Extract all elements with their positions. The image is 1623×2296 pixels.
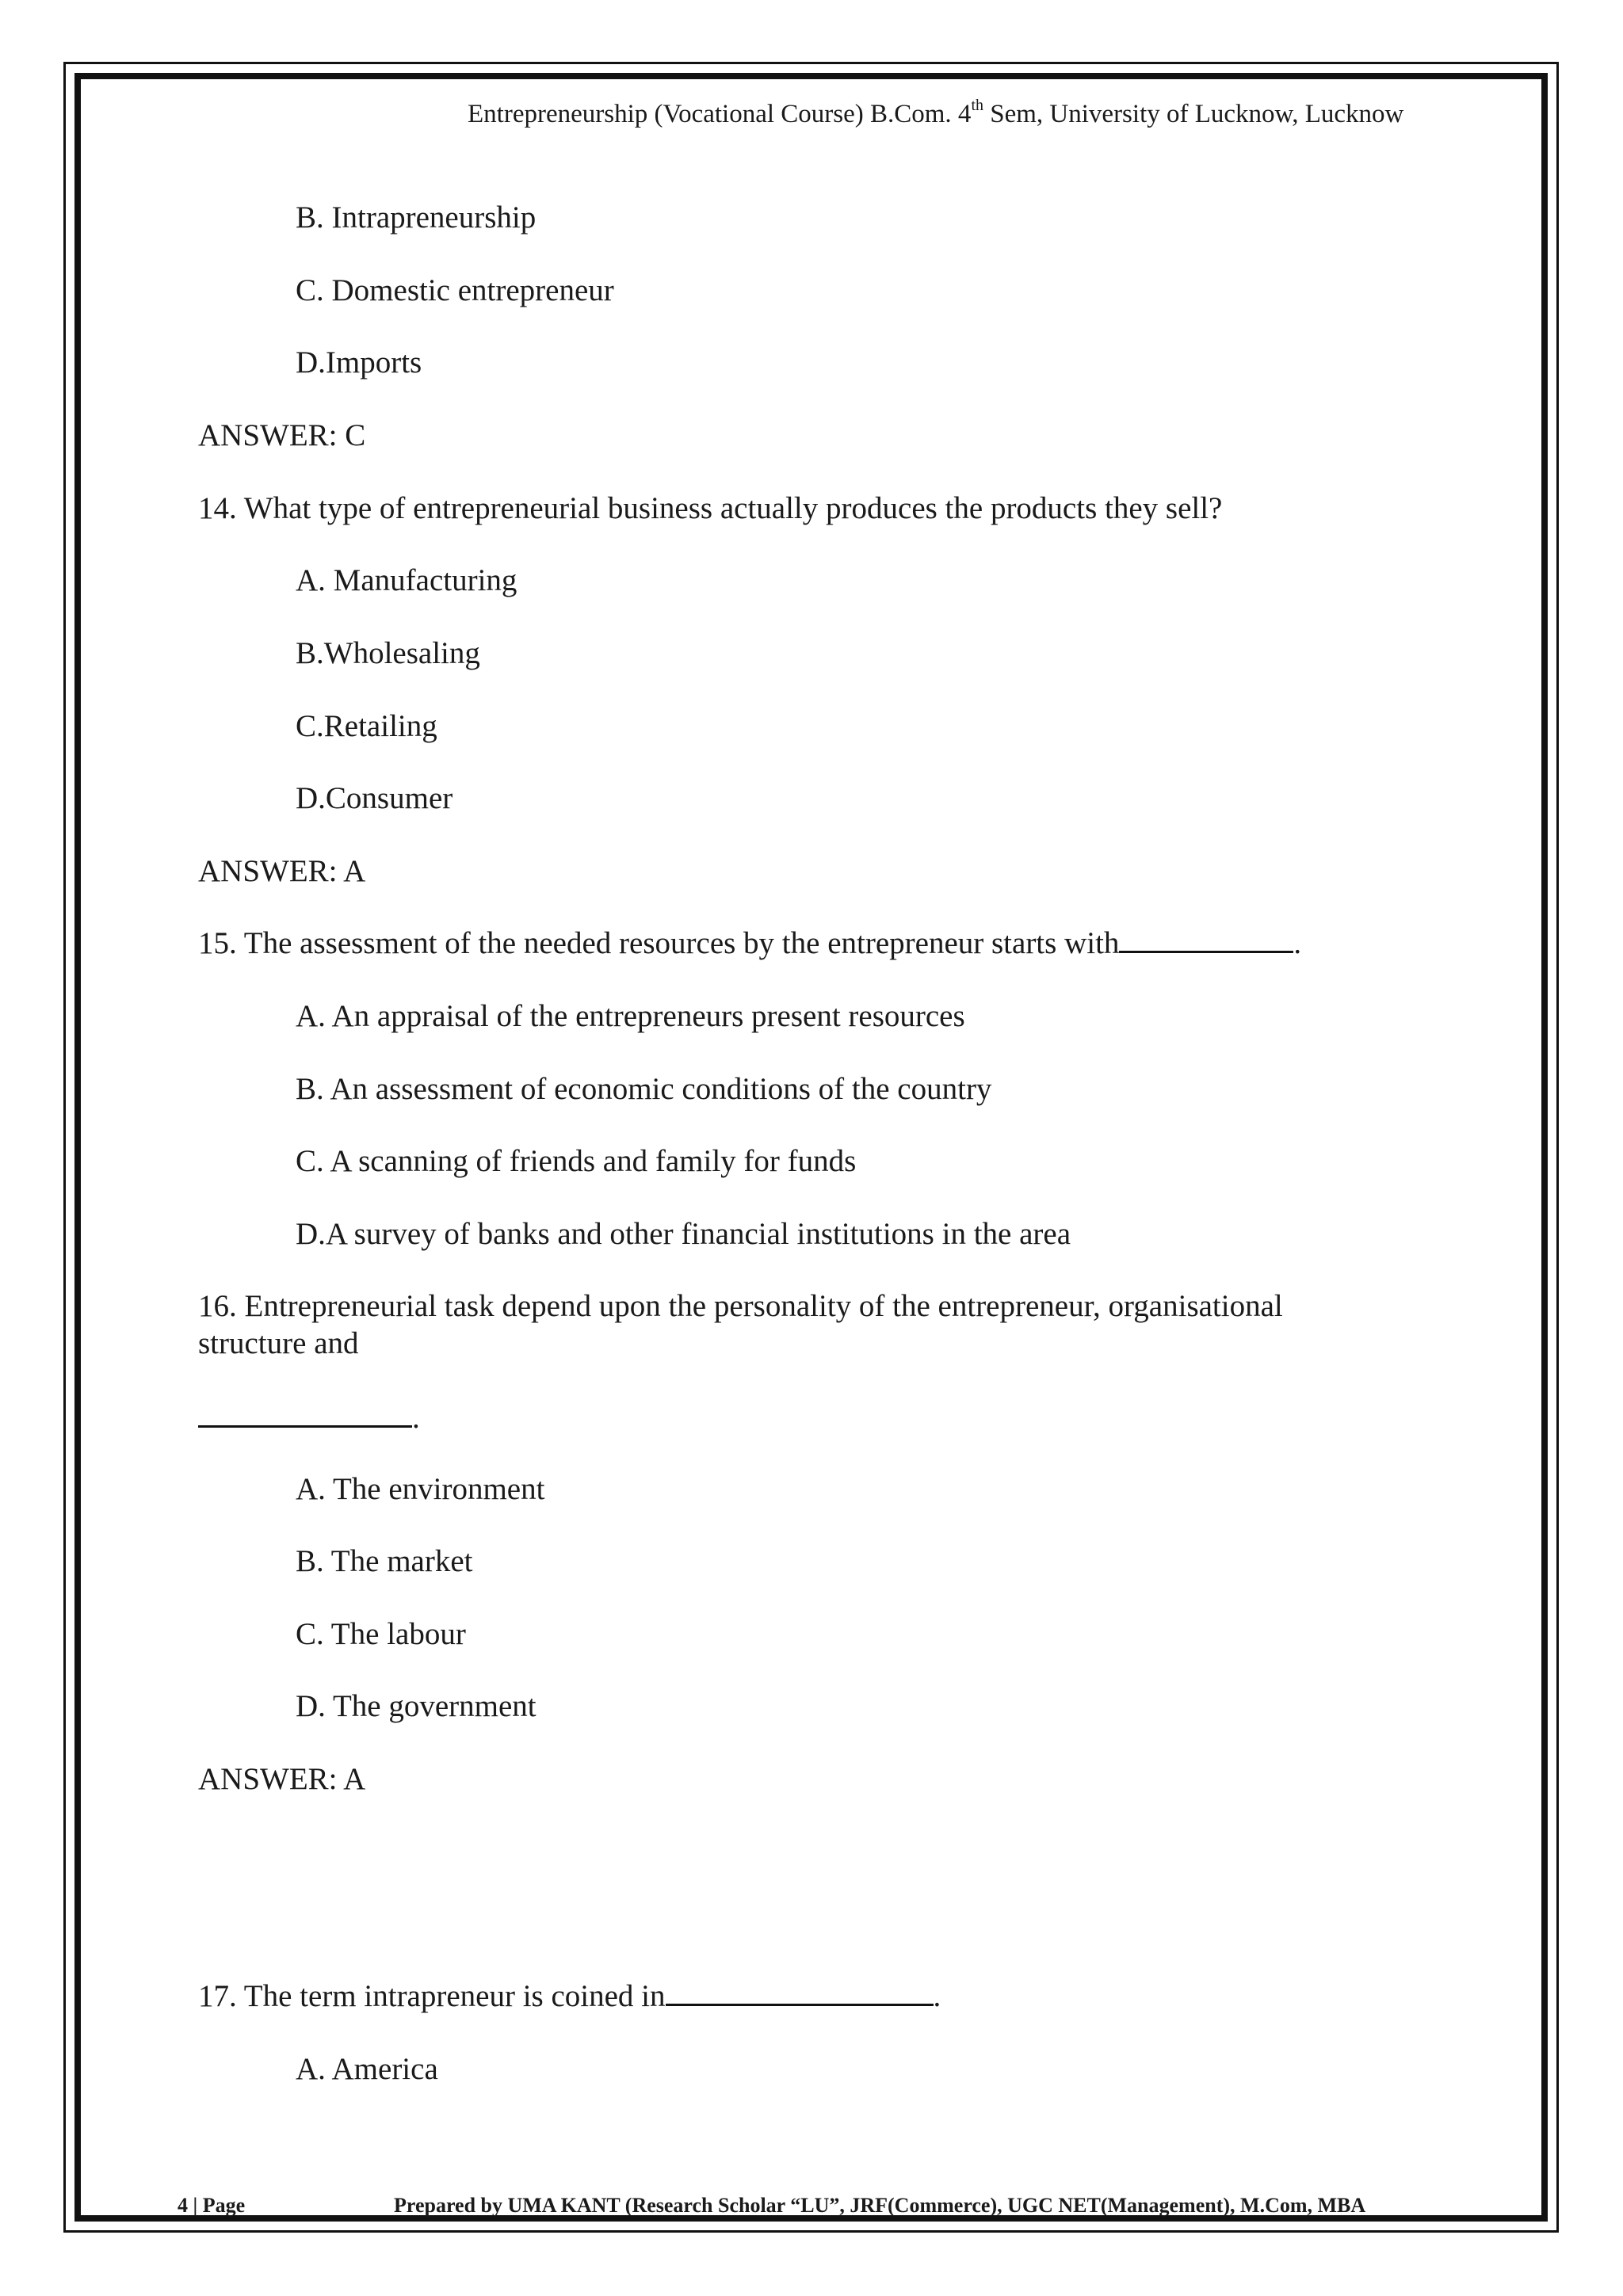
option-c-q14: C.Retailing xyxy=(296,709,437,743)
option-b-q13: B. Intrapreneurship xyxy=(296,200,537,235)
question-15 xyxy=(198,928,1301,959)
option-c-q16: C. The labour xyxy=(296,1617,466,1651)
question-16-line1: 16. Entrepreneurial task depend upon the personality of the entrepreneur, organisational xyxy=(198,1289,1283,1323)
option-b-q14: B.Wholesaling xyxy=(296,636,480,670)
option-d-q15: D.A survey of banks and other financial institutions in the area xyxy=(296,1217,1071,1251)
answer-q14: ANSWER: A xyxy=(198,854,366,888)
option-b-q16: B. The market xyxy=(296,1544,473,1578)
option-a-q16: A. The environment xyxy=(296,1472,545,1506)
option-d-q14: D.Consumer xyxy=(296,781,453,815)
header-text-end: Sem, University of Lucknow, Lucknow xyxy=(983,100,1404,128)
footer-credit: Prepared by UMA KANT (Research Scholar “LU”, JRF(Commerce), UGC NET(Management), M.Com, MBA xyxy=(394,2194,1366,2217)
option-d-q13: D.Imports xyxy=(296,345,422,379)
question-16-line2: structure and xyxy=(198,1326,359,1360)
question-15-period: . xyxy=(1293,926,1302,960)
option-a-q15: A. An appraisal of the entrepreneurs present resources xyxy=(296,999,965,1033)
running-header xyxy=(468,97,1404,128)
question-16-blank-line xyxy=(198,1402,420,1433)
answer-blank xyxy=(666,1981,934,2006)
answer-blank xyxy=(1119,929,1293,953)
question-14: 14. What type of entrepreneurial business actually produces the products they sell? xyxy=(198,491,1223,525)
question-17 xyxy=(198,1981,941,2012)
question-15-text: 15. The assessment of the needed resources by the entrepreneur starts with xyxy=(198,926,1120,960)
option-a-q17: A. America xyxy=(296,2052,438,2086)
option-b-q15: B. An assessment of economic conditions of the country xyxy=(296,1072,992,1106)
question-17-period: . xyxy=(933,1979,941,2013)
header-text: Entrepreneurship (Vocational Course) B.Com. 4 xyxy=(468,100,972,128)
option-c-q15: C. A scanning of friends and family for funds xyxy=(296,1144,857,1178)
header-superscript: th xyxy=(971,97,983,114)
option-d-q16: D. The government xyxy=(296,1689,537,1723)
question-16-period: . xyxy=(412,1401,420,1435)
answer-blank xyxy=(198,1403,412,1428)
answer-q16: ANSWER: A xyxy=(198,1762,366,1796)
option-c-q13: C. Domestic entrepreneur xyxy=(296,273,614,307)
page-number: 4 | Page xyxy=(178,2194,246,2217)
question-17-text: 17. The term intrapreneur is coined in xyxy=(198,1979,666,2013)
answer-q13: ANSWER: C xyxy=(198,418,366,452)
option-a-q14: A. Manufacturing xyxy=(296,563,517,597)
